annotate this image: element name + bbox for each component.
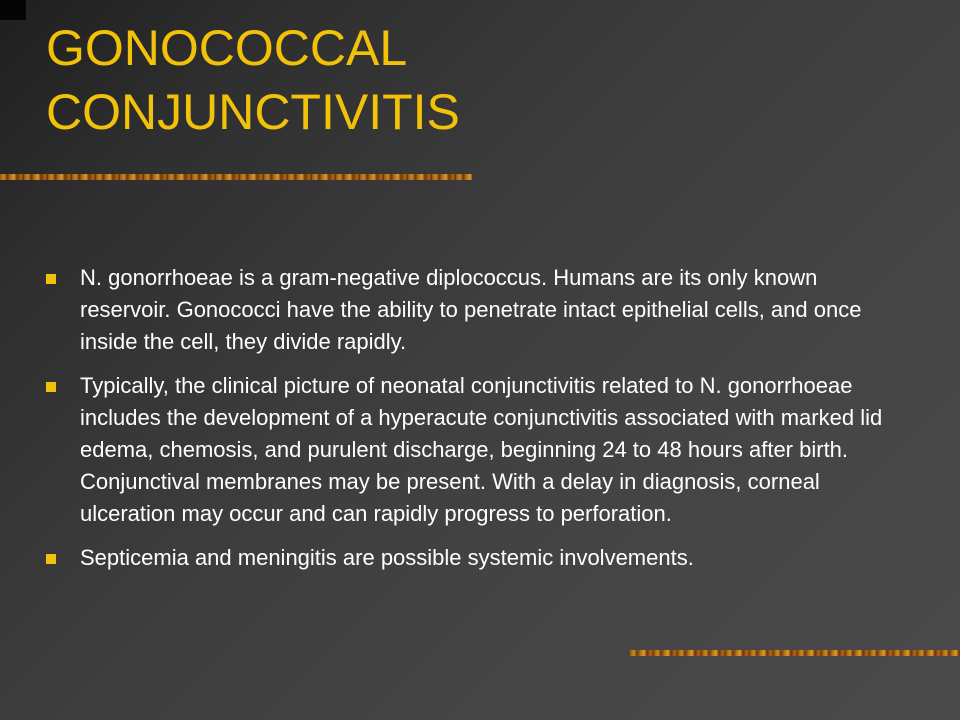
- bullet-text: Septicemia and meningitis are possible systemic involvements.: [80, 545, 694, 570]
- square-bullet-icon: [46, 274, 56, 284]
- corner-mark: [0, 0, 26, 20]
- bullet-text: Typically, the clinical picture of neonatal conjunctivitis related to N. gonorrhoeae includes the development of a hyperacute conjunctivitis associated with marked lid edema, chemosis, and purulent discharge, beginning 24 to 48 hours after birth. Conjunctival membranes may be present. With a delay in diagnosis, corneal ulceration may occur and can rapidly progress to perforation.: [80, 373, 883, 526]
- title-line: CONJUNCTIVITIS: [46, 84, 460, 140]
- slide-title: [46, 16, 906, 144]
- bullet-text: N. gonorrhoeae is a gram-negative diplococcus. Humans are its only known reservoir. Gonococci have the ability to penetrate intact epithelial cells, and once inside the cell, they divide rapidly.: [80, 265, 862, 354]
- square-bullet-icon: [46, 554, 56, 564]
- bullet-item: [46, 370, 906, 530]
- title-line: GONOCOCCAL: [46, 20, 408, 76]
- decorative-stripe-top: [0, 174, 472, 180]
- bullet-item: [46, 262, 906, 358]
- bullet-list: [46, 262, 906, 586]
- decorative-stripe-bottom: [630, 650, 960, 656]
- bullet-item: [46, 542, 906, 574]
- square-bullet-icon: [46, 382, 56, 392]
